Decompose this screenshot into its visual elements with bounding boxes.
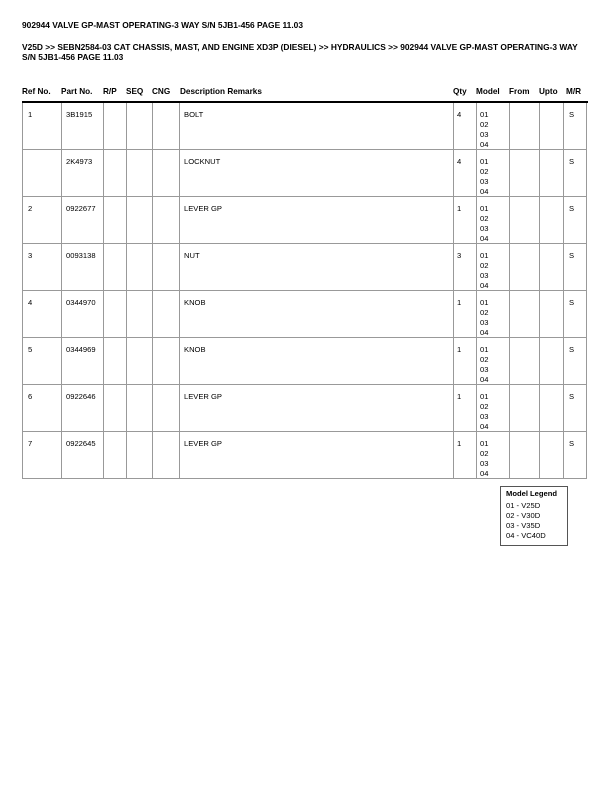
table-row xyxy=(23,197,586,244)
legend-title: Model Legend xyxy=(506,489,558,498)
qty-cell: 1 xyxy=(457,345,462,354)
model-code: 04 xyxy=(480,187,489,196)
mr-cell: S xyxy=(569,439,575,448)
model-code: 01 xyxy=(480,392,489,401)
table-row xyxy=(23,291,586,338)
description-cell: LOCKNUT xyxy=(184,157,221,166)
model-code: 02 xyxy=(480,120,489,129)
model-code: 04 xyxy=(480,328,489,337)
part-no-cell[interactable]: 0922646 xyxy=(66,392,96,401)
model-code: 02 xyxy=(480,214,489,223)
model-code: 02 xyxy=(480,402,489,411)
model-code: 01 xyxy=(480,298,489,307)
model-code: 03 xyxy=(480,224,489,233)
table-row xyxy=(23,385,586,432)
model-list xyxy=(480,298,488,338)
ref-no-cell: 7 xyxy=(28,439,33,448)
col-header-qty: Qty xyxy=(453,87,467,96)
model-code: 02 xyxy=(480,355,489,364)
model-list xyxy=(480,392,488,432)
qty-cell: 1 xyxy=(457,392,462,401)
ref-no-cell: 5 xyxy=(28,345,33,354)
qty-cell: 4 xyxy=(457,157,462,166)
model-list xyxy=(480,251,488,291)
mr-cell: S xyxy=(569,392,575,401)
qty-cell: 4 xyxy=(457,110,462,119)
legend-item: 04 - VC40D xyxy=(506,531,546,540)
model-code: 01 xyxy=(480,110,489,119)
col-header-description: Description Remarks xyxy=(180,87,262,96)
mr-cell: S xyxy=(569,110,575,119)
legend-item: 01 - V25D xyxy=(506,501,541,510)
col-header-part-no: Part No. xyxy=(61,87,93,96)
model-legend xyxy=(500,486,568,546)
model-code: 02 xyxy=(480,308,489,317)
description-cell: LEVER GP xyxy=(184,204,222,213)
description-cell: LEVER GP xyxy=(184,392,222,401)
ref-no-cell: 1 xyxy=(28,110,33,119)
part-no-cell[interactable]: 3B1915 xyxy=(66,110,93,119)
description-cell: LEVER GP xyxy=(184,439,222,448)
page-title: 902944 VALVE GP-MAST OPERATING-3 WAY S/N 5JB1-456 PAGE 11.03 xyxy=(22,20,303,30)
col-header-seq: SEQ xyxy=(126,87,144,96)
table-row xyxy=(23,338,586,385)
col-header-cng: CNG xyxy=(152,87,171,96)
model-code: 03 xyxy=(480,271,489,280)
model-code: 02 xyxy=(480,449,489,458)
model-code: 01 xyxy=(480,439,489,448)
mr-cell: S xyxy=(569,204,575,213)
model-code: 03 xyxy=(480,130,489,139)
model-code: 01 xyxy=(480,204,489,213)
mr-cell: S xyxy=(569,251,575,260)
model-code: 01 xyxy=(480,157,489,166)
ref-no-cell: 6 xyxy=(28,392,33,401)
part-no-cell[interactable]: 0922677 xyxy=(66,204,96,213)
ref-no-cell: 4 xyxy=(28,298,33,307)
part-no-cell[interactable]: 0344969 xyxy=(66,345,96,354)
model-code: 03 xyxy=(480,459,489,468)
model-list xyxy=(480,439,488,479)
part-no-cell[interactable]: 0093138 xyxy=(66,251,96,260)
model-code: 04 xyxy=(480,140,489,149)
model-code: 02 xyxy=(480,261,489,270)
col-header-ref-no: Ref No. xyxy=(22,87,51,96)
description-cell: KNOB xyxy=(184,298,206,307)
model-code: 04 xyxy=(480,281,489,290)
mr-cell: S xyxy=(569,298,575,307)
parts-table xyxy=(22,103,587,479)
model-code: 04 xyxy=(480,234,489,243)
part-no-cell[interactable]: 0344970 xyxy=(66,298,96,307)
model-code: 01 xyxy=(480,251,489,260)
legend-item: 03 - V35D xyxy=(506,521,541,530)
qty-cell: 1 xyxy=(457,204,462,213)
ref-no-cell: 2 xyxy=(28,204,33,213)
model-code: 03 xyxy=(480,365,489,374)
model-code: 03 xyxy=(480,318,489,327)
description-cell: NUT xyxy=(184,251,200,260)
breadcrumb: V25D >> SEBN2584-03 CAT CHASSIS, MAST, AND ENGINE XD3P (DIESEL) >> HYDRAULICS >> 902944 VALVE GP-MAST OPERATING-3 WAY S/N 5JB1-456 PAGE 11.03 xyxy=(22,42,578,62)
legend-item: 02 - V30D xyxy=(506,511,541,520)
description-cell: BOLT xyxy=(184,110,204,119)
table-row xyxy=(23,432,586,479)
model-list xyxy=(480,204,488,244)
qty-cell: 1 xyxy=(457,298,462,307)
part-no-cell[interactable]: 2K4973 xyxy=(66,157,93,166)
part-no-cell[interactable]: 0922645 xyxy=(66,439,96,448)
col-header-model: Model xyxy=(476,87,500,96)
model-code: 03 xyxy=(480,412,489,421)
mr-cell: S xyxy=(569,157,575,166)
model-code: 02 xyxy=(480,167,489,176)
model-code: 03 xyxy=(480,177,489,186)
table-row xyxy=(23,103,586,150)
col-header-from: From xyxy=(509,87,530,96)
model-code: 01 xyxy=(480,345,489,354)
description-cell: KNOB xyxy=(184,345,206,354)
model-code: 04 xyxy=(480,469,489,478)
ref-no-cell: 3 xyxy=(28,251,33,260)
col-header-mr: M/R xyxy=(566,87,582,96)
model-code: 04 xyxy=(480,422,489,431)
col-header-rp: R/P xyxy=(103,87,117,96)
table-row xyxy=(23,150,586,197)
model-list xyxy=(480,345,488,385)
model-list xyxy=(480,157,488,197)
model-list xyxy=(480,110,488,150)
qty-cell: 3 xyxy=(457,251,462,260)
table-row xyxy=(23,244,586,291)
mr-cell: S xyxy=(569,345,575,354)
col-header-upto: Upto xyxy=(539,87,558,96)
qty-cell: 1 xyxy=(457,439,462,448)
model-code: 04 xyxy=(480,375,489,384)
